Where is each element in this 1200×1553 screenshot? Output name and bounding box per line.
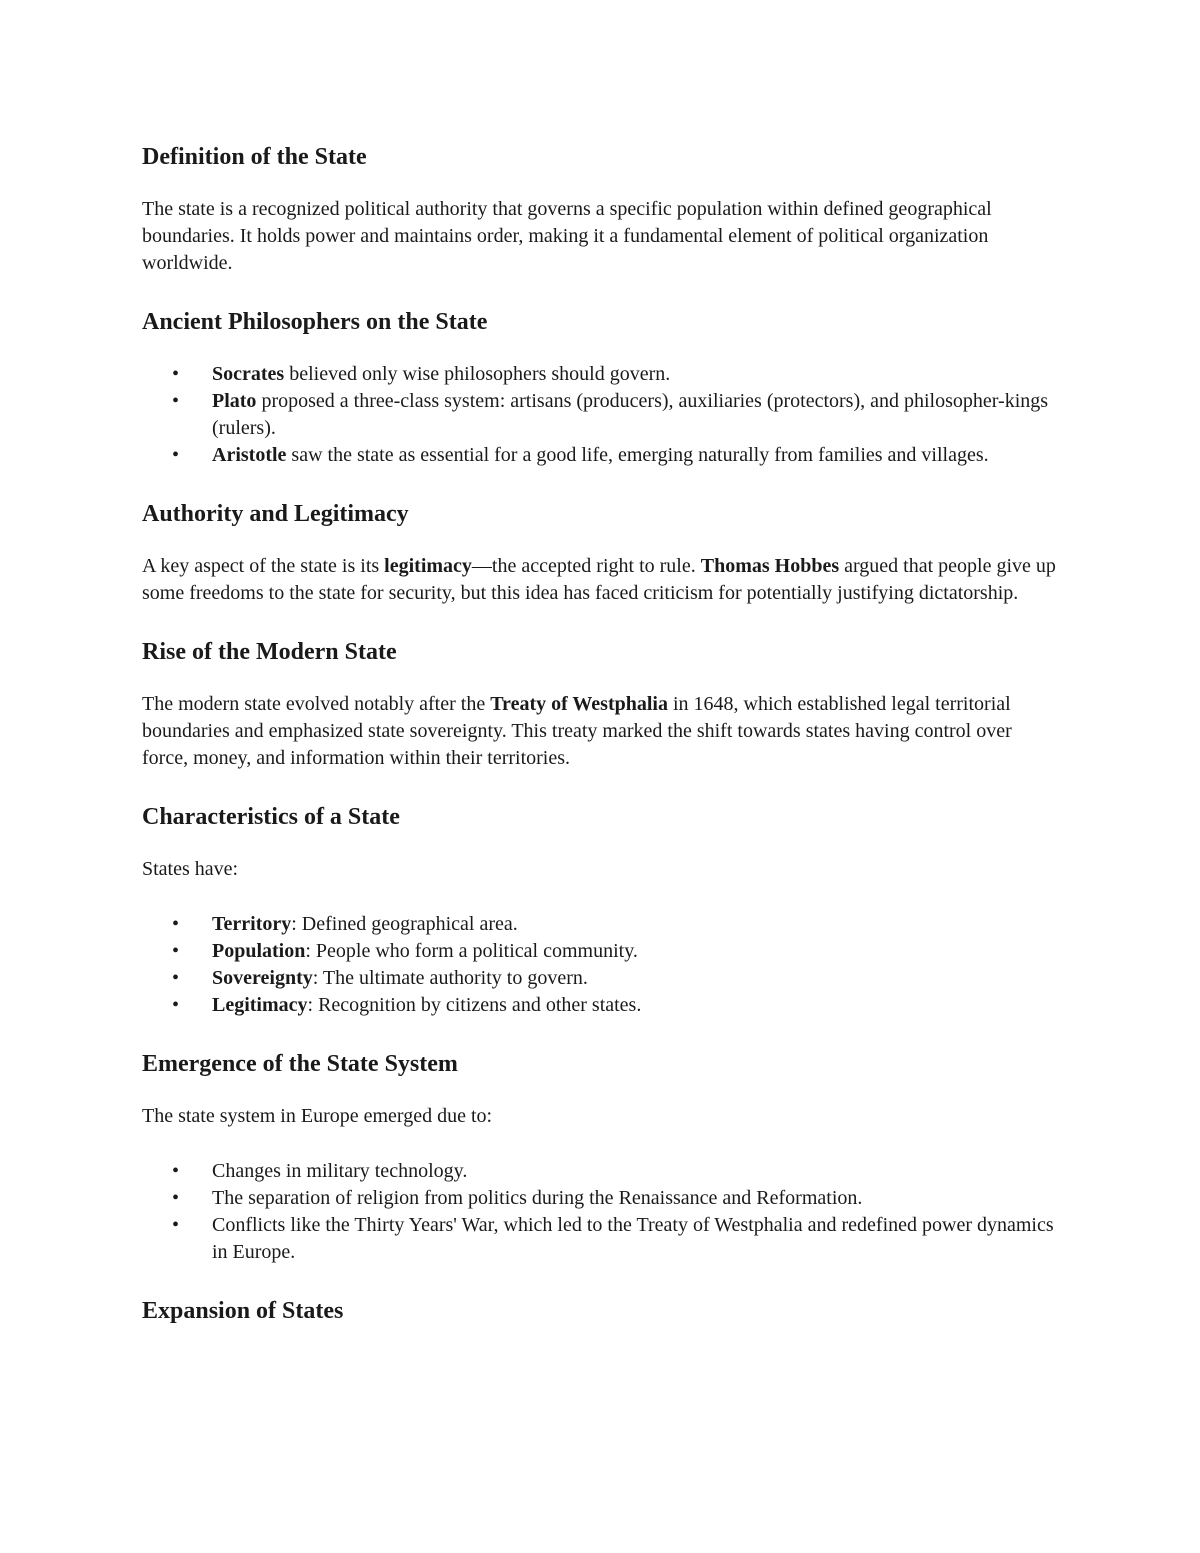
bold-term-hobbes: Thomas Hobbes [700, 555, 840, 577]
paragraph-text: —the accepted right to rule. [471, 555, 701, 577]
list-item-term: Legitimacy [212, 994, 308, 1016]
list-item-term: Sovereignty [212, 967, 313, 989]
list-item [142, 388, 1062, 442]
list-item [142, 442, 1062, 469]
document-page [142, 140, 1062, 1350]
paragraph-modern-state [142, 691, 1062, 772]
paragraph-text: in 1648, which established legal territorial boundaries and emphasized state sovereignty. This treaty marked the shift towards states having control over force, money, and information within their territories. [142, 693, 1012, 769]
heading-rise-modern-state: Rise of the Modern State [142, 639, 397, 665]
bold-term-legitimacy: legitimacy [384, 555, 472, 577]
list-item [142, 992, 1062, 1019]
list-item: • The separation of religion from politics during the Renaissance and Reformation. [142, 1185, 1062, 1212]
list-item [142, 938, 1062, 965]
characteristics-list [142, 911, 1062, 1019]
paragraph-text: The state is a recognized political authority that governs a specific population within defined geographical boundaries. It holds power and maintains order, making it a fundamental element of political organization worldwide. [142, 198, 992, 274]
list-item-text: saw the state as essential for a good life, emerging naturally from families and villages. [286, 444, 989, 466]
list-item-text: : The ultimate authority to govern. [312, 967, 588, 989]
list-item: • Changes in military technology. [142, 1158, 1062, 1185]
heading-emergence-state-system: Emergence of the State System [142, 1051, 458, 1077]
list-item-text: : Recognition by citizens and other states. [307, 994, 642, 1016]
paragraph-text: argued that people give up some freedoms to the state for security, but this idea has faced criticism for potentially justifying dictatorship. [142, 555, 1056, 604]
heading-definition-of-state: Definition of the State [142, 144, 367, 170]
list-item: • Conflicts like the Thirty Years' War, which led to the Treaty of Westphalia and redefined power dynamics in Europe. [142, 1212, 1062, 1266]
heading-ancient-philosophers: Ancient Philosophers on the State [142, 309, 488, 335]
philosophers-list [142, 361, 1062, 469]
heading-characteristics: Characteristics of a State [142, 804, 400, 830]
paragraph-states-have: States have: [142, 858, 239, 880]
heading-authority-legitimacy: Authority and Legitimacy [142, 501, 409, 527]
list-item-term: Aristotle [212, 444, 287, 466]
list-item [142, 911, 1062, 938]
list-item [142, 965, 1062, 992]
list-item-text: proposed a three-class system: artisans (producers), auxiliaries (protectors), and philosopher-kings (rulers). [212, 390, 1049, 439]
list-item-term: Socrates [212, 363, 285, 385]
list-item-text: : People who form a political community. [305, 940, 638, 962]
list-item-term: Territory [212, 913, 292, 935]
list-item-term: Plato [212, 390, 257, 412]
list-item-text: : Defined geographical area. [291, 913, 518, 935]
list-item [142, 361, 1062, 388]
list-item-term: Population [212, 940, 306, 962]
paragraph-authority [142, 553, 1062, 607]
list-item-text: believed only wise philosophers should govern. [284, 363, 671, 385]
heading-expansion-of-states: Expansion of States [142, 1298, 344, 1324]
paragraph-text: The modern state evolved notably after the [142, 693, 491, 715]
paragraph-text: A key aspect of the state is its [142, 555, 385, 577]
paragraph-emergence-intro: The state system in Europe emerged due to: [142, 1105, 493, 1127]
paragraph-definition [142, 196, 1062, 277]
emergence-list [142, 1158, 1062, 1266]
bold-term-westphalia: Treaty of Westphalia [490, 693, 668, 715]
